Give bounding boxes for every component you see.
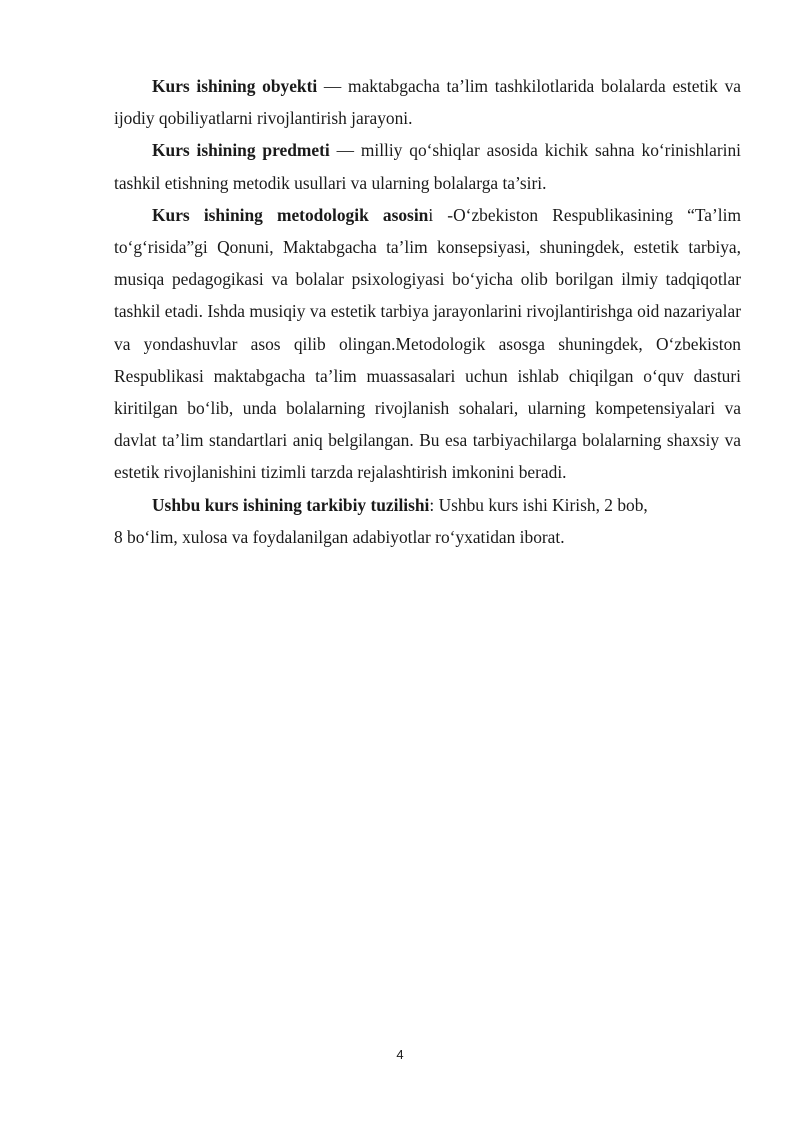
paragraph-structure — [114, 489, 741, 521]
paragraph-subject — [114, 134, 741, 198]
page-number: 4 — [396, 1047, 404, 1062]
paragraph-object — [114, 70, 741, 134]
text-object: — maktabgacha ta’lim tashkilotlarida bolalarda estetik va ijodiy qobiliyatlarni rivojlantirish jarayoni. — [114, 76, 741, 129]
text-structure-line1: : Ushbu kurs ishi Kirish, 2 bob, — [429, 494, 648, 515]
paragraph-methodology — [114, 199, 741, 489]
text-structure-line2: 8 bo‘lim, xulosa va foydalanilgan adabiyotlar ro‘yxatidan iborat. — [114, 526, 565, 547]
term-structure: Ushbu kurs ishining tarkibiy tuzilishi — [152, 494, 430, 515]
paragraph-structure-continued — [114, 521, 741, 553]
text-methodology: i -O‘zbekiston Respublikasining “Ta’lim to‘g‘risida”gi Qonuni, Maktabgacha ta’lim konsepsiyasi, shuningdek, estetik tarbiya, musiqa pedagogikasi va bolalar psixologiyasi bo‘yicha olib borilgan ilmiy tadqiqotlar tashkil etadi. Ishda musiqiy va estetik tarbiya jarayonlarini rivojlantirishga oid nazariyalar va yondashuvlar asos qilib olingan.Metodologik asosga shuningdek, O‘zbekiston Respublikasi maktabgacha ta’lim muassasalari uchun ishlab chiqilgan o‘quv dasturi kiritilgan bo‘lib, unda bolalarning rivojlanish sohalari, ularning kompetensiyalari va davlat ta’lim standartlari aniq belgilangan. Bu esa tarbiyachilarga bolalarning shaxsiy va estetik rivojlanishini tizimli tarzda rejalashtirish imkonini beradi. — [114, 204, 741, 483]
term-subject: Kurs ishining predmeti — [152, 140, 330, 161]
document-body — [114, 70, 741, 553]
term-object: Kurs ishining obyekti — [152, 76, 318, 96]
text-subject: — milliy qo‘shiqlar asosida kichik sahna ko‘rinishlarini tashkil etishning metodik usullari va ularning bolalarga ta’siri. — [114, 140, 741, 193]
term-methodology: Kurs ishining metodologik asosin — [152, 204, 429, 225]
